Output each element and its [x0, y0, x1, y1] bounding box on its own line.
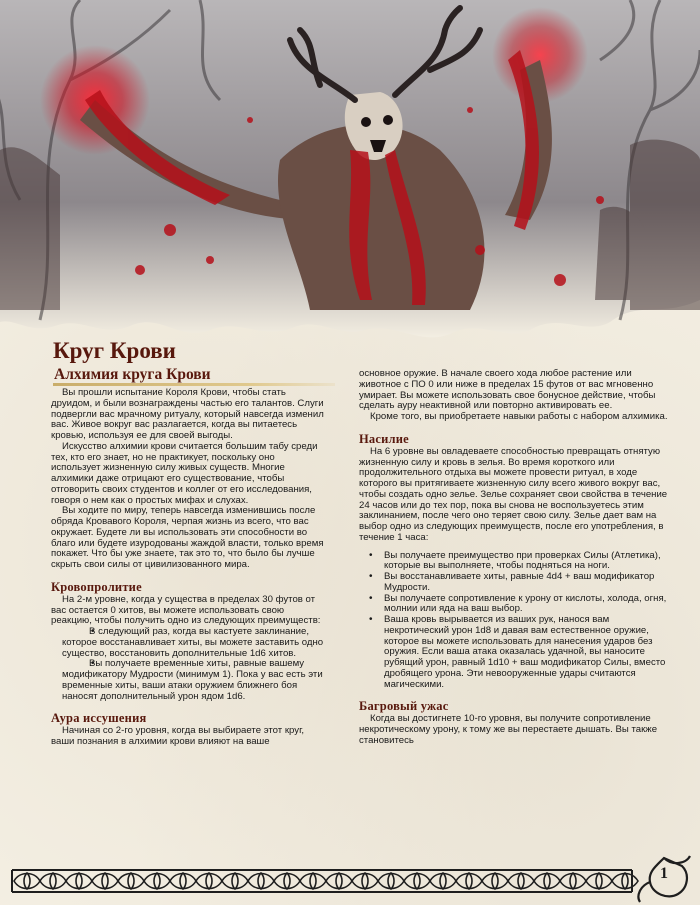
intro-paragraph-2: Искусство алхимии крови считается большим табу среди тех, кто его знает, но не практикует, поскольку оно использует жизненную силу живых существ. Многие алхимики даже отрицают его существование, чтобы отговорить своих студентов и коллег от его исследования, говоря о нем как о простых мифах и слухах.	[51, 440, 318, 506]
violence-text: На 6 уровне вы овладеваете способностью превращать отнятую жизненную силу и кровь в зелья. Во время короткого или продолжительного отдыха вы можете провести ритуал, в ходе которого вы притягиваете жизненную силу всего живого вокруг вас, чтобы создать одно зелье. Зелье сохраняет свои свойства в течение 24 часов или до тех пор, пока вы снова не воспользуетесь этим заклинанием, после чего оно теряет свою силу. Зелье дает вам на выбор одно из следующих преимуществ, после его употребления, в течение 1 часа:	[359, 445, 668, 543]
violence-item-2: • Вы восстанавливаете хиты, равные 4d4 + ваш модификатор Мудрости.	[359, 572, 675, 594]
intro-paragraph-1: Вы прошли испытание Короля Крови, чтобы стать друидом, и были вознаграждены частью его талантов. Слуги подвергли вас мрачному ритуалу, который навсегда изменил вас. Живое вокруг вас разлагается, когда вы питаетесь кровью, используя ее для своей выгоды.	[51, 387, 324, 441]
title-divider	[53, 383, 335, 386]
bloodshed-list	[51, 627, 326, 702]
violence-item-3: • Вы получаете сопротивление к урону от кислоты, холода, огня, молнии или яда на ваш выбор.	[359, 594, 675, 616]
withering-text: Начиная со 2-го уровня, когда вы выбираете этот круг, ваши познания в алхимии крови влияют на ваше	[51, 725, 305, 747]
bloodshed-heading: Кровопролитие	[51, 579, 142, 594]
violence-heading: Насилие	[359, 431, 409, 446]
violence-item-1: • Вы получаете преимущество при проверках Силы (Атлетика), которые вы выполняете, чтобы подняться на ноги.	[359, 551, 675, 573]
page-subtitle: Алхимия круга Крови	[54, 366, 211, 383]
page-number: 1	[660, 865, 668, 882]
crimson-heading: Багровый ужас	[359, 699, 449, 714]
bloodshed-item-1: • В следующий раз, когда вы кастуете заклинание, которое восстанавливает хиты, вы можете заставить одно существо, восстановить дополнительные 1d6 хитов.	[51, 627, 326, 659]
withering-continuation: основное оружие. В начале своего хода любое растение или животное с ПО 0 или ниже в пределах 15 футов от вас мгновенно умирает. Вы можете использовать свое бонусное действие, чтобы сделать ауру неактивной или повторно активировать ее.	[359, 368, 656, 412]
right-column	[359, 369, 675, 747]
celtic-knot-footer	[0, 852, 700, 905]
intro-paragraph-3: Вы ходите по миру, теперь навсегда изменившись после обряда Кровавого Короля, черпая жизнь из всего, что вас окружает. Будете ли вы использовать эти способности во благо или будете изуродованы жаждой власти, только время покажет. Что бы уже знаете, так это то, что было бы лучше скрыть свои силы от цивилизованного мира.	[51, 505, 324, 570]
alchemist-kit-paragraph: Кроме того, вы приобретаете навыки работы с набором алхимика.	[370, 411, 668, 422]
page-title: Круг Крови	[53, 338, 176, 363]
bloodshed-text: На 2-м уровне, когда у существа в пределах 30 футов от вас остается 0 хитов, вы можете использовать свою реакцию, чтобы получить одно из следующих преимуществ:	[51, 593, 321, 627]
withering-heading: Аура иссушения	[51, 711, 147, 726]
left-column	[51, 388, 326, 748]
violence-item-4: • Ваша кровь вырывается из ваших рук, нанося вам некротический урон 1d8 и давая вам естественное оружие, которое вы можете использовать для нанесения ударов без оружия. Если ваша атака оказалась удачной, вы наносите рубящий урон, равный 1d10 + ваш модификатор Силы, вместо дробящего урона. Эти невооруженные удары считаются магическими.	[359, 615, 675, 690]
crimson-text: Когда вы достигнете 10-го уровня, вы получите сопротивление некротическому урону, к тому же вы перестаете дышать. Вы также становитесь	[359, 713, 658, 746]
bloodshed-item-2: • Вы получаете временные хиты, равные вашему модификатору Мудрости (минимум 1). Пока у вас есть эти временные хиты, ваши атаки оружием ближнего боя наносят дополнительный урон ядом 1d6.	[51, 659, 326, 702]
violence-list	[359, 551, 675, 691]
blood-druid-illustration	[0, 0, 700, 340]
